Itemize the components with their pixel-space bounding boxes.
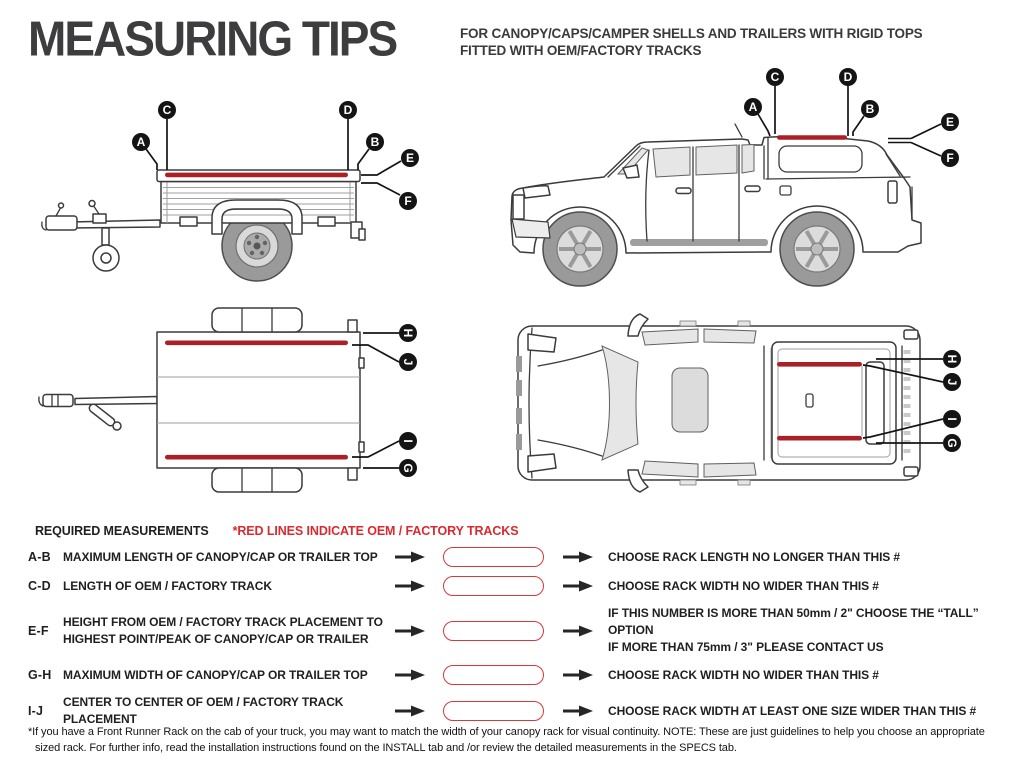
callout-e: [401, 149, 419, 167]
callout-b: [861, 100, 879, 118]
svg-text:B: B: [865, 102, 875, 116]
measurement-code: C-D: [28, 579, 51, 593]
measurement-row-cd: [28, 576, 1008, 596]
truck-top-drawing: [516, 314, 920, 492]
measurement-outcome: CHOOSE RACK WIDTH NO WIDER THAN THIS #: [608, 667, 879, 682]
measurement-code: I-J: [28, 704, 44, 718]
side-window: [704, 329, 756, 343]
svg-text:C: C: [770, 70, 780, 84]
measurement-value-box: [443, 547, 544, 567]
measurement-row-gh: [28, 665, 1008, 685]
measurement-code: A-B: [28, 550, 51, 564]
arrow-icon: [395, 705, 443, 717]
front-door-window: [653, 147, 690, 177]
footnote: [28, 724, 1010, 756]
running-board: [630, 239, 768, 246]
grille: [513, 195, 524, 219]
callout-a: [744, 98, 762, 116]
measurement-value-box: [443, 665, 544, 685]
callout-f: [941, 149, 959, 167]
door-handle: [745, 186, 760, 192]
footnote-line-1: *If you have a Front Runner Rack on the cab of your truck, you may want to match the width of your canopy rack for visual continuity. NOTE: These are just guidelines to help you choose an appropriate: [28, 726, 985, 738]
measurement-desc: HEIGHT FROM OEM / FACTORY TRACK PLACEMENT TO: [63, 614, 383, 629]
measurement-desc: MAXIMUM WIDTH OF CANOPY/CAP OR TRAILER TOP: [63, 667, 368, 682]
measurement-value-box: [443, 621, 544, 641]
callout-j: [943, 373, 961, 391]
measurement-value-box: [443, 576, 544, 596]
svg-text:D: D: [343, 103, 353, 117]
callout-i: [943, 410, 961, 428]
svg-text:D: D: [843, 70, 853, 84]
svg-text:G: G: [945, 438, 959, 448]
svg-text:H: H: [945, 354, 959, 364]
arrow-icon: [563, 705, 608, 717]
svg-text:J: J: [945, 378, 959, 386]
footnote-line-2: sized rack. For further info, read the installation instructions found on the INSTALL tab and /or review the detailed measurements in the SPECS tab.: [35, 742, 737, 754]
canopy-rear-window: [866, 362, 884, 444]
quarter-window: [742, 145, 754, 174]
measurement-code: G-H: [28, 668, 52, 682]
front-bumper: [512, 219, 550, 238]
svg-text:E: E: [945, 115, 955, 129]
callout-h: [943, 350, 961, 368]
oem-track-line: [165, 173, 348, 178]
callout-g: [943, 434, 961, 452]
measurement-outcome: IF MORE THAN 75mm / 3" PLEASE CONTACT US: [608, 640, 884, 654]
callout-h: [399, 324, 417, 342]
measurements-header: [28, 524, 1008, 538]
callout-i: [399, 432, 417, 450]
svg-text:C: C: [162, 103, 172, 117]
arrow-icon: [395, 551, 443, 563]
red-lines-legend: *RED LINES INDICATE OEM / FACTORY TRACKS: [232, 524, 519, 538]
trailer-top-drawing: [39, 308, 364, 492]
trailer-side-view-diagram: [30, 88, 460, 298]
svg-text:A: A: [136, 135, 146, 149]
truck-top-view-diagram: [488, 308, 1018, 523]
callout-d: [339, 101, 357, 119]
measurement-value-box: [443, 701, 544, 721]
tail-light: [888, 181, 897, 203]
measurement-desc: CENTER TO CENTER OF OEM / FACTORY TRACK PLACEMENT: [63, 695, 344, 726]
svg-text:G: G: [401, 463, 415, 473]
svg-text:I: I: [945, 417, 959, 421]
arrow-icon: [563, 580, 608, 592]
measurement-code: E-F: [28, 623, 49, 638]
tongue-jack: [88, 403, 117, 428]
rear-wheel: [780, 212, 854, 286]
sunroof: [672, 368, 708, 432]
track-end-marks: [888, 139, 911, 143]
callout-d: [839, 68, 857, 86]
callout-a: [132, 133, 150, 151]
oem-track-line: [777, 135, 847, 140]
page-title: MEASURING TIPS: [28, 10, 397, 67]
truck-side-view-diagram: [490, 62, 1010, 302]
side-window: [642, 461, 698, 477]
measurement-row-ij: [28, 694, 1008, 728]
svg-text:I: I: [401, 439, 415, 443]
arrow-icon: [563, 625, 608, 637]
arrow-icon: [395, 625, 443, 637]
callout-f: [399, 192, 417, 210]
arrow-icon: [563, 669, 608, 681]
svg-text:B: B: [370, 135, 380, 149]
front-wheel: [543, 212, 617, 286]
callout-c: [158, 101, 176, 119]
svg-text:H: H: [401, 328, 415, 338]
measurements-section: [28, 524, 1008, 728]
page-subtitle: [460, 25, 922, 59]
measurement-row-ab: [28, 547, 1008, 567]
callout-c: [766, 68, 784, 86]
tail-light: [904, 330, 918, 339]
rear-door-window: [696, 145, 737, 175]
headlight: [528, 334, 556, 352]
truck-side-drawing: [511, 124, 921, 286]
oem-track-line: [165, 341, 348, 346]
side-window: [704, 463, 756, 477]
svg-text:F: F: [404, 194, 412, 208]
callout-b: [366, 133, 384, 151]
headlight: [523, 186, 550, 198]
headlight: [528, 454, 556, 472]
measurement-outcome: IF THIS NUMBER IS MORE THAN 50mm / 2" CHOOSE THE “TALL” OPTION: [608, 606, 979, 637]
oem-track-line: [777, 362, 862, 367]
svg-text:E: E: [405, 151, 415, 165]
oem-track-line: [165, 455, 348, 460]
door-handle: [676, 188, 691, 194]
subtitle-line-2: FITTED WITH OEM/FACTORY TRACKS: [460, 43, 702, 58]
trailer-top-view-diagram: [30, 300, 460, 510]
callout-g: [399, 459, 417, 477]
arrow-icon: [395, 580, 443, 592]
measurement-outcome: CHOOSE RACK WIDTH AT LEAST ONE SIZE WIDER THAN THIS #: [608, 703, 977, 718]
measurement-desc: MAXIMUM LENGTH OF CANOPY/CAP OR TRAILER TOP: [63, 549, 378, 564]
measurement-desc: HIGHEST POINT/PEAK OF CANOPY/CAP OR TRAILER: [63, 631, 369, 646]
tail-light: [904, 467, 918, 476]
measurement-row-ef: [28, 605, 1008, 656]
callout-j: [399, 353, 417, 371]
required-measurements-heading: REQUIRED MEASUREMENTS: [35, 524, 209, 538]
arrow-icon: [563, 551, 608, 563]
svg-text:A: A: [748, 100, 758, 114]
subtitle-line-1: FOR CANOPY/CAPS/CAMPER SHELLS AND TRAILERS WITH RIGID TOPS: [460, 26, 923, 41]
svg-text:J: J: [401, 358, 415, 366]
side-window: [642, 329, 698, 345]
measurement-desc: LENGTH OF OEM / FACTORY TRACK: [63, 578, 272, 593]
measurement-outcome: CHOOSE RACK WIDTH NO WIDER THAN THIS #: [608, 578, 879, 593]
callout-e: [941, 113, 959, 131]
svg-text:F: F: [946, 151, 954, 165]
measurement-outcome: CHOOSE RACK LENGTH NO LONGER THAN THIS #: [608, 549, 901, 564]
trailer-side-drawing: [42, 170, 365, 281]
arrow-icon: [395, 669, 443, 681]
oem-track-line: [777, 436, 862, 441]
